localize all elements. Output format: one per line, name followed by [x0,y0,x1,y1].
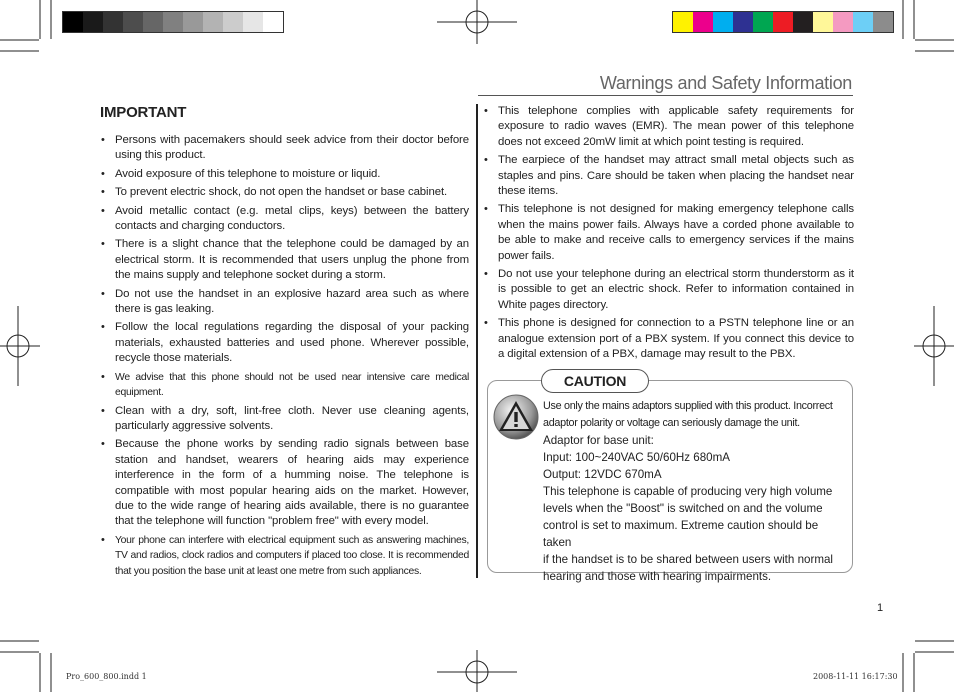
list-item: • This phone is designed for connection to a PSTN telephone line or an analogue extension port of a PBX system. If you connect this device to a digital extension of a PBX, damage may result to the PBX. [483,316,854,362]
list-item: • Avoid exposure of this telephone to moisture or liquid. [100,167,469,182]
list-item: • The earpiece of the handset may attract small metal objects such as staples and pins. Care should be taken when placing the handset near these items. [483,153,854,199]
list-item: • Do not use the handset in an explosive hazard area such as where there is gas leaking. [100,287,469,318]
color-swatch [163,12,183,32]
color-swatch [733,12,753,32]
list-item: • Do not use your telephone during an electrical storm thunderstorm as it is possible to get an electric shock. Refer to information contained in White pages directory. [483,267,854,313]
color-swatch [83,12,103,32]
right-column [483,104,854,366]
color-swatch [183,12,203,32]
list-item: • This telephone is not designed for making emergency telephone calls when the mains power fails. Always have a corded phone available to be able to make and receive calls to emergency services if the mains power fails. [483,202,854,264]
color-swatch [833,12,853,32]
color-swatch [753,12,773,32]
caution-label: CAUTION [541,369,649,393]
list-item: • We advise that this phone should not be used near intensive care medical equipment. [100,370,469,401]
registration-mark-icon [914,306,954,386]
registration-mark-icon [437,0,517,44]
safety-list [483,104,854,363]
caution-line: This telephone is capable of producing very high volume [543,485,833,498]
process-color-bar [672,11,894,33]
crop-mark-icon [0,0,51,51]
list-item: • Clean with a dry, soft, lint-free cloth. Never use cleaning agents, particularly aggressive solvents. [100,404,469,435]
crop-mark-icon [903,641,954,692]
page-title: Warnings and Safety Information [599,73,852,93]
color-swatch [123,12,143,32]
color-swatch [673,12,693,32]
color-swatch [103,12,123,32]
color-swatch [143,12,163,32]
caution-line: Input: 100~240VAC 50/60Hz 680mA [543,451,731,464]
list-item: • Your phone can interfere with electrical equipment such as answering machines, TV and radios, clock radios and computers if placed too close. It is recommended that you position the base unit at least one metre from such appliances. [100,533,469,579]
crop-mark-icon [903,0,954,51]
important-heading: IMPORTANT [100,104,187,121]
footer-file-info: Pro_600_800.indd 1 [66,672,147,681]
caution-text [543,398,849,585]
caution-line: hearing and those with hearing impairments. [543,570,772,583]
caution-line: if the handset is to be shared between users with normal [543,553,834,566]
color-swatch [873,12,893,32]
grayscale-color-bar [62,11,284,33]
list-item: • Persons with pacemakers should seek advice from their doctor before using this product. [100,133,469,164]
header-divider [478,95,853,96]
list-item: • Follow the local regulations regarding the disposal of your packing materials, exhausted batteries and used phone. Wherever possible, recycle those materials. [100,320,469,366]
color-swatch [773,12,793,32]
list-item: • There is a slight chance that the telephone could be damaged by an electrical storm. It is recommended that users unplug the phone from the mains supply and telephone socket during a storm. [100,237,469,283]
color-swatch [853,12,873,32]
list-item: • This telephone complies with applicable safety requirements for exposure to radio waves (EMR). The mean power of this telephone does not exceed 20mW limit at which point testing is required. [483,104,854,150]
caution-line: control is set to maximum. Extreme caution should be taken [543,519,819,549]
list-item: • Avoid metallic contact (e.g. metal clips, keys) between the battery contacts and charging conductors. [100,204,469,235]
crop-mark-icon [0,641,51,692]
list-item: • Because the phone works by sending radio signals between base station and handset, wearers of hearing aids may experience interference in the form of a humming noise. The telephone is compatible with most popular hearing aids on the market. However, due to the wide range of hearing aids available, there is no guarantee that the telephone will function "problem free" with every model. [100,437,469,529]
caution-line: levels when the "Boost" is switched on and the volume [543,502,823,515]
registration-mark-icon [437,650,517,692]
color-swatch [263,12,283,32]
color-swatch [223,12,243,32]
warning-triangle-icon [493,394,539,440]
color-swatch [713,12,733,32]
important-list [100,133,469,579]
color-swatch [693,12,713,32]
left-column [100,104,469,582]
color-swatch [813,12,833,32]
color-swatch [793,12,813,32]
color-swatch [243,12,263,32]
color-swatch [203,12,223,32]
registration-mark-icon [0,306,40,386]
caution-line: Output: 12VDC 670mA [543,468,662,481]
caution-line: Adaptor for base unit: [543,434,654,447]
page-number: 1 [877,602,884,614]
list-item: • To prevent electric shock, do not open the handset or base cabinet. [100,185,469,200]
caution-line: adaptor polarity or voltage can seriously damage the unit. [543,417,800,429]
column-divider [476,104,478,578]
color-swatch [63,12,83,32]
footer-timestamp: 2008-11-11 16:17:30 [813,672,898,681]
caution-line: Use only the mains adaptors supplied with this product. Incorrect [543,400,833,412]
